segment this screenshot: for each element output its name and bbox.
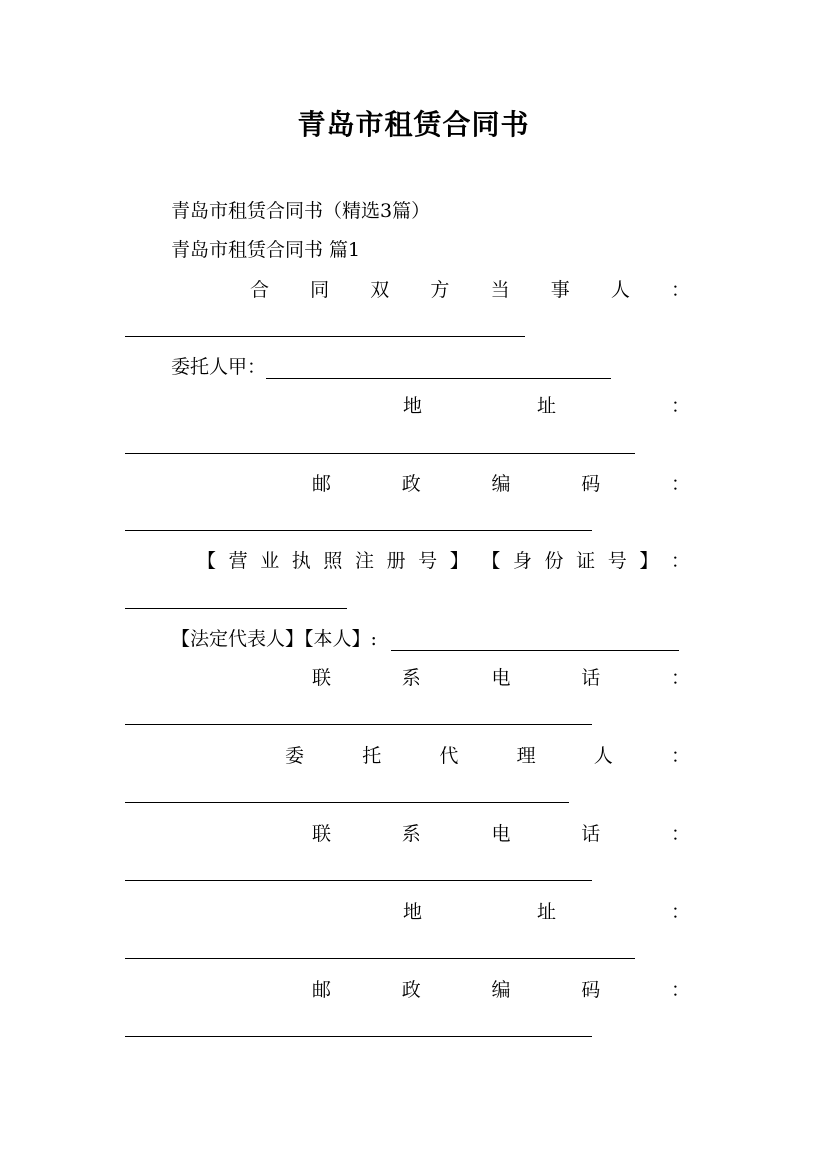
id-number-blank[interactable] xyxy=(125,608,347,609)
phone-blank[interactable] xyxy=(125,724,592,725)
client-a-blank[interactable] xyxy=(266,360,611,379)
parties-heading: 合 同 双 方 当 事 人 ： xyxy=(250,279,690,301)
parties-blank[interactable] xyxy=(125,336,525,337)
id-number-label: 【 营 业 执 照 注 册 号 】 【 身 份 证 号 】 ： xyxy=(197,550,690,572)
postcode-label: 邮 政 编 码 ： xyxy=(312,473,690,495)
client-a-label: 委托人甲： xyxy=(171,356,267,378)
phone-label: 联 系 电 话 ： xyxy=(312,667,690,689)
agent-postcode-label: 邮 政 编 码 ： xyxy=(312,979,690,1001)
client-a-line xyxy=(171,355,611,379)
agent-postcode-blank[interactable] xyxy=(125,1036,592,1037)
agent-label: 委 托 代 理 人 ： xyxy=(285,745,690,767)
legal-rep-label: 【法定代表人】【本人】: xyxy=(171,628,377,650)
agent-blank[interactable] xyxy=(125,802,569,803)
agent-address-label: 地 址 ： xyxy=(403,901,690,923)
address-blank[interactable] xyxy=(125,453,635,454)
agent-address-blank[interactable] xyxy=(125,958,635,959)
agent-phone-label: 联 系 电 话 ： xyxy=(312,823,690,845)
subtitle: 青岛市租赁合同书（精选3篇） xyxy=(171,200,431,222)
address-label: 地 址 ： xyxy=(403,395,690,417)
legal-rep-blank[interactable] xyxy=(391,632,679,651)
postcode-blank[interactable] xyxy=(125,530,592,531)
legal-rep-line xyxy=(171,627,679,651)
agent-phone-blank[interactable] xyxy=(125,880,592,881)
document-title: 青岛市租赁合同书 xyxy=(297,108,530,141)
section-heading: 青岛市租赁合同书 篇1 xyxy=(171,239,361,261)
